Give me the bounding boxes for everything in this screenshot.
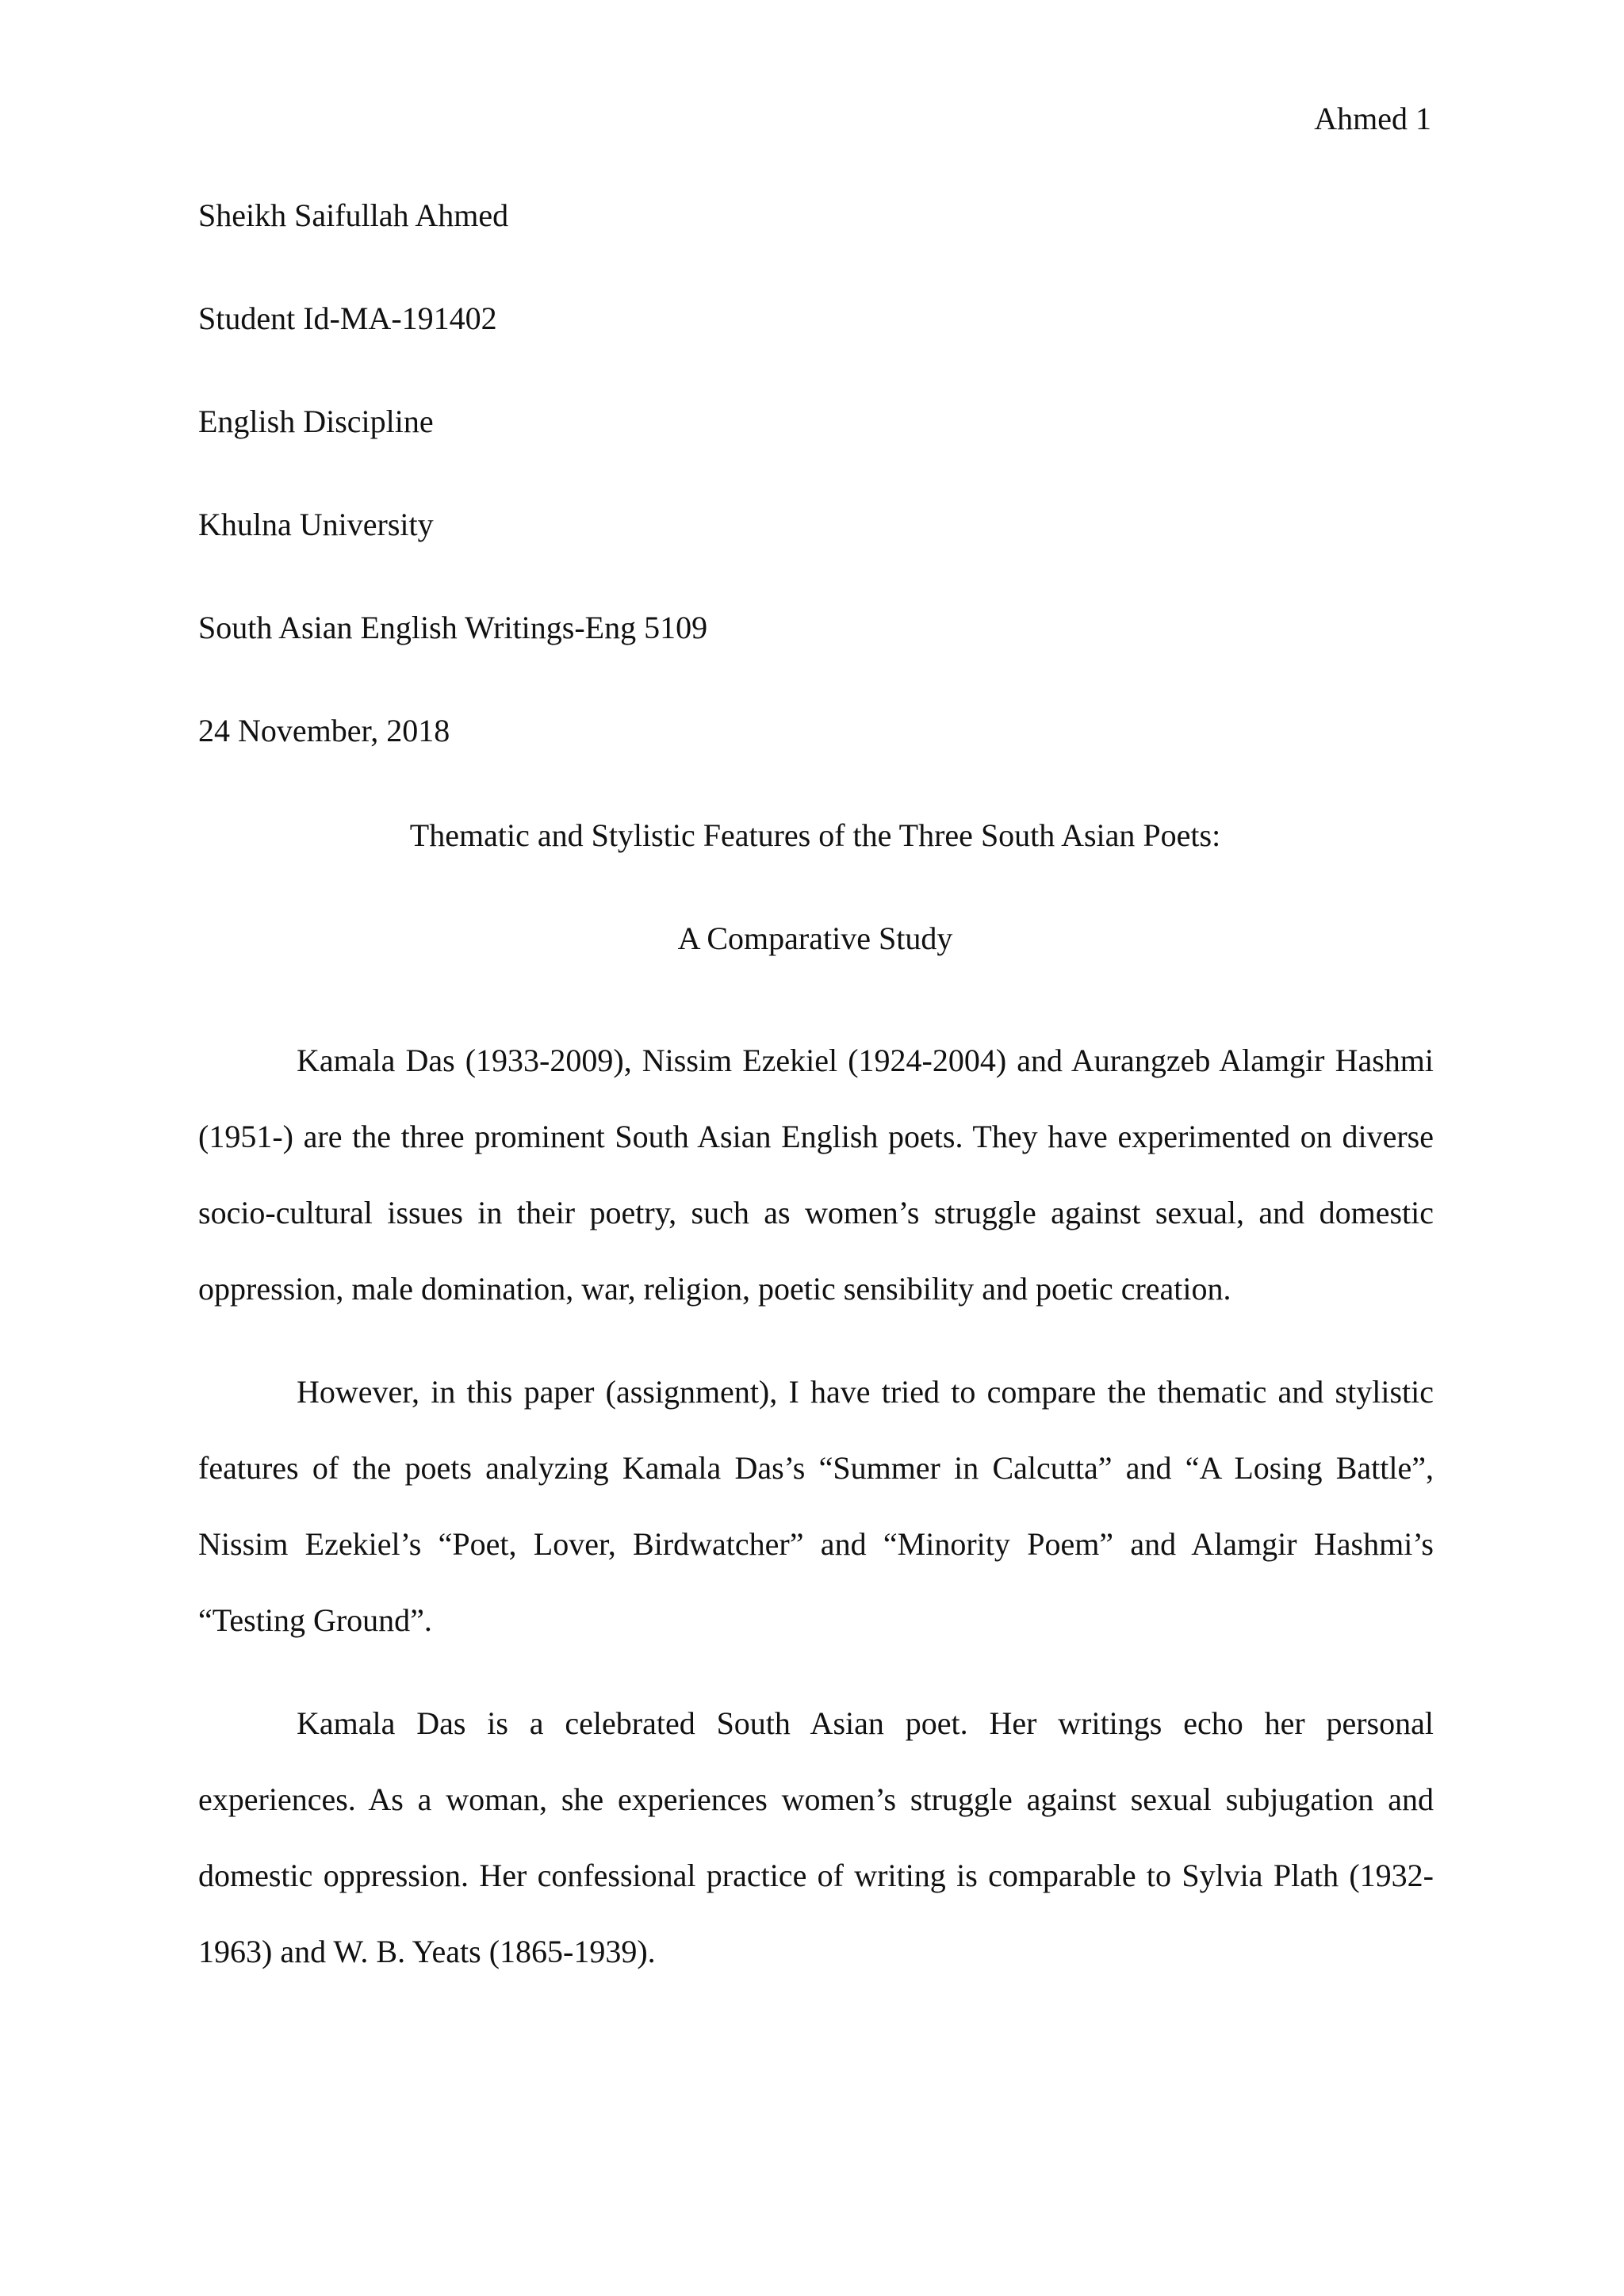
paragraph-1: Kamala Das (1933-2009), Nissim Ezekiel (1924-2004) and Aurangzeb Alamgir Hashmi (1951-) are the three prominent South Asian English poets. They have experimented on diverse socio-cultural issues in their poetry, such as women’s struggle against sexual, and domestic oppression, male domination, war, religion, poetic sensibility and poetic creation. — [198, 1043, 1434, 1307]
course: South Asian English Writings-Eng 5109 — [198, 610, 708, 645]
university: Khulna University — [198, 507, 434, 542]
paragraph-2: However, in this paper (assignment), I have tried to compare the thematic and stylistic features of the poets analyzing Kamala Das’s “Summer in Calcutta” and “A Losing Battle”, Nissim Ezekiel’s “Poet, Lover, Birdwatcher” and “Minority Poem” and Alamgir Hashmi’s “Testing Ground”. — [198, 1374, 1434, 1638]
paper-title — [198, 817, 1432, 1023]
title-line-2: A Comparative Study — [677, 920, 953, 956]
author-name: Sheikh Saifullah Ahmed — [198, 197, 509, 233]
discipline: English Discipline — [198, 404, 434, 439]
student-id: Student Id-MA-191402 — [198, 300, 497, 336]
running-head: Ahmed 1 — [1314, 101, 1431, 136]
date: 24 November, 2018 — [198, 713, 450, 748]
body-text — [198, 1023, 1434, 2017]
mla-heading — [198, 197, 1435, 815]
title-line-1: Thematic and Stylistic Features of the Three South Asian Poets: — [409, 817, 1221, 853]
paragraph-3: Kamala Das is a celebrated South Asian poet. Her writings echo her personal experiences. As a woman, she experiences women’s struggle against sexual subjugation and domestic oppression. Her confessional practice of writing is comparable to Sylvia Plath (1932-1963) and W. B. Yeats (1865-1939). — [198, 1705, 1434, 1969]
